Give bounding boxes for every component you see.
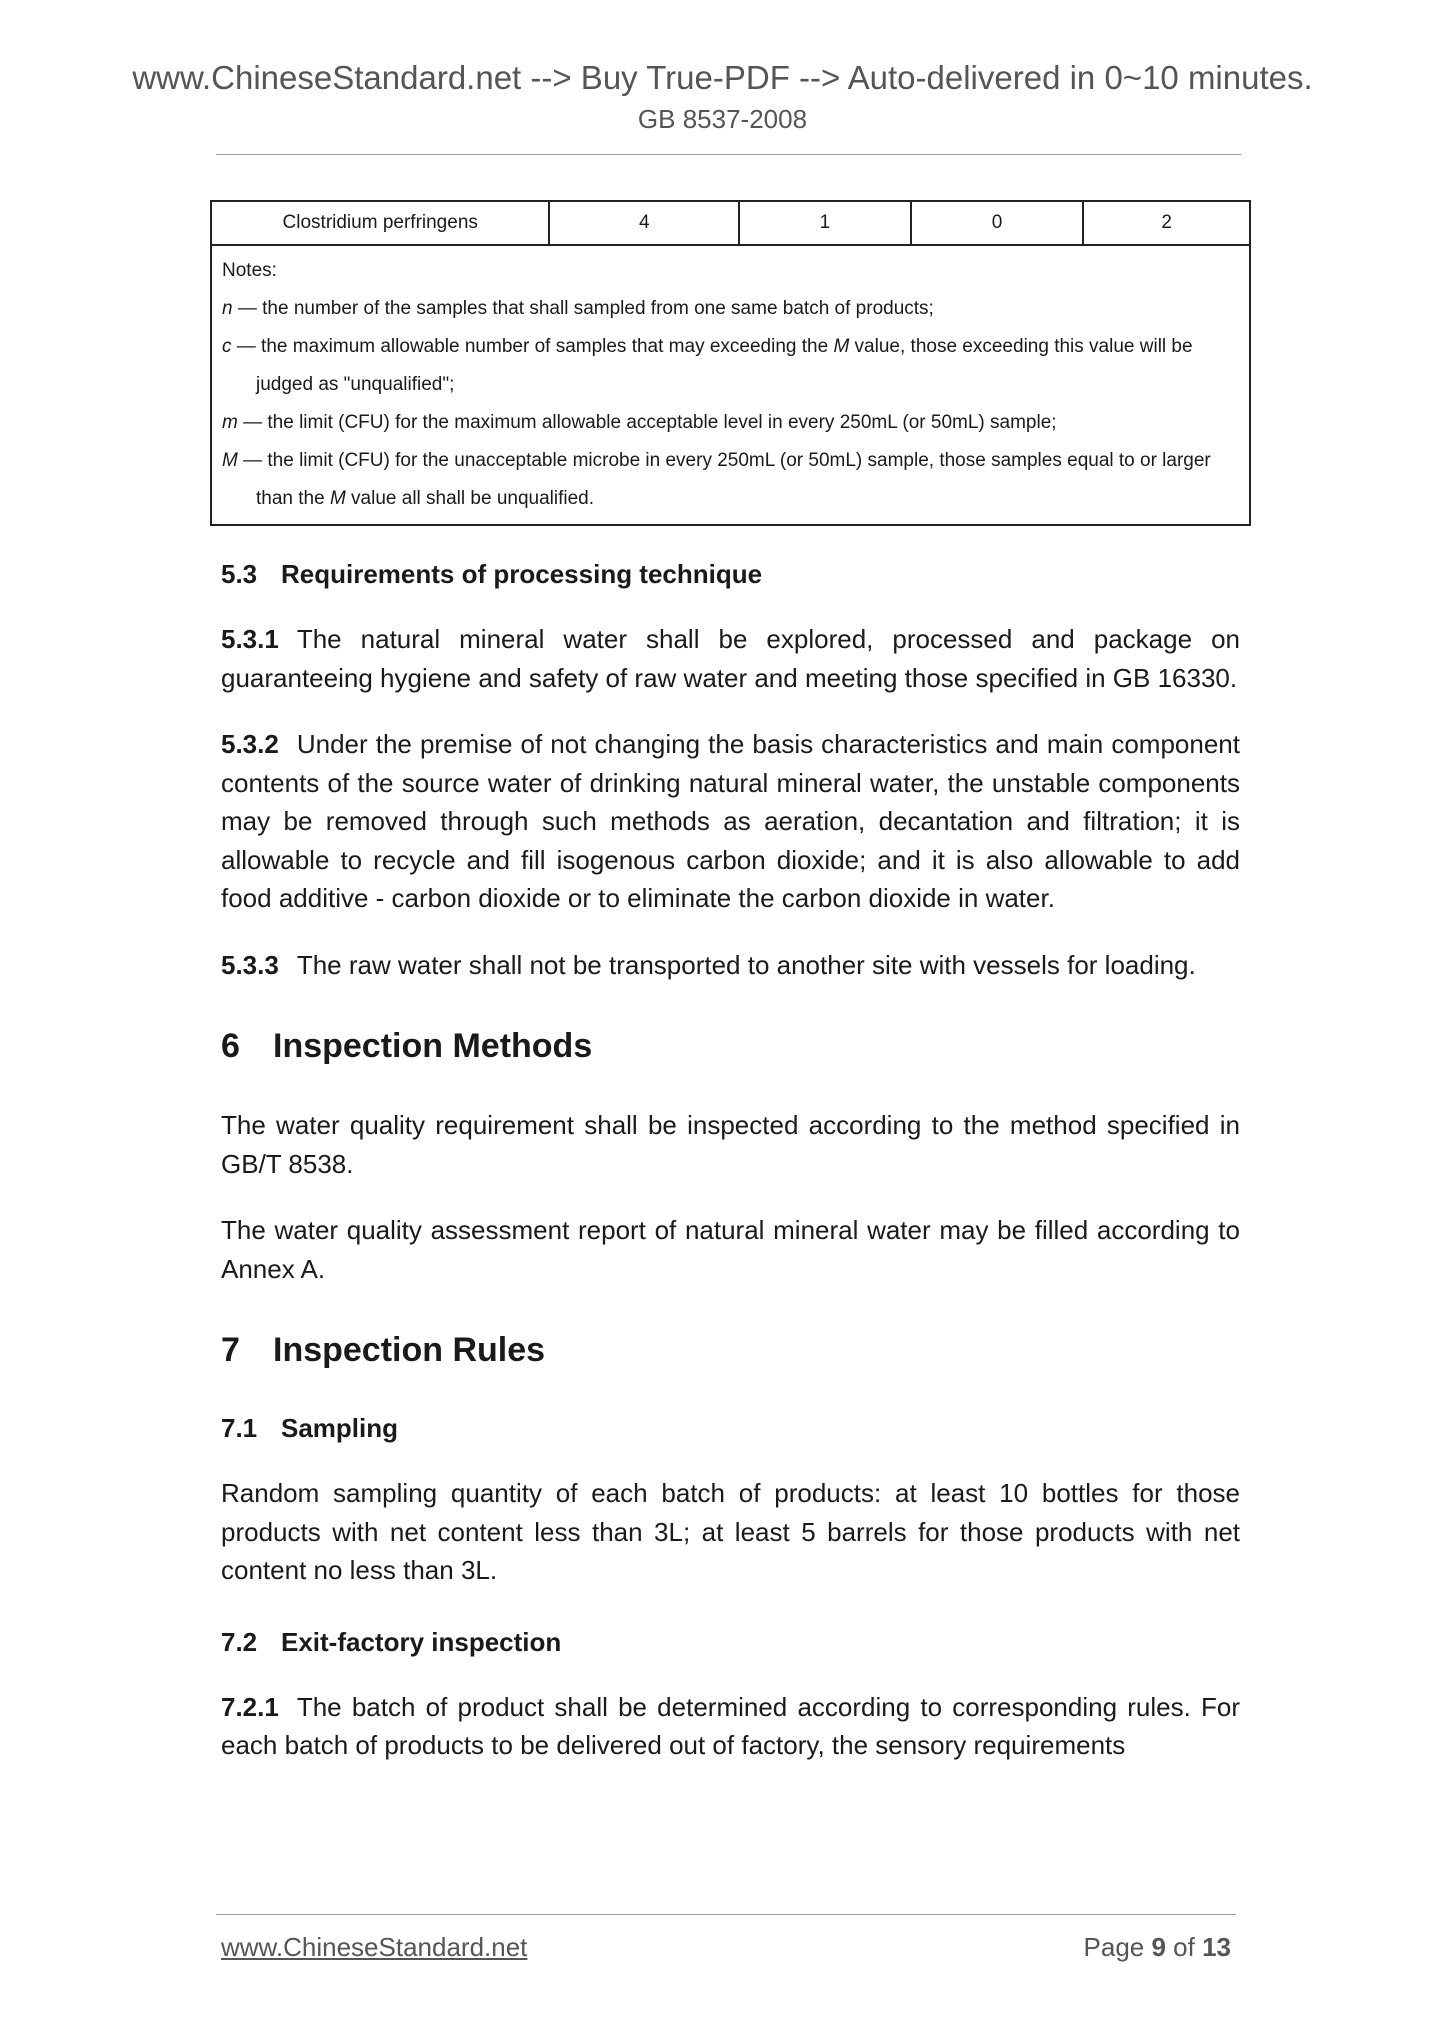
clause-7-2-1 — [221, 1688, 1240, 1765]
table-cell-c: 1 — [739, 201, 911, 245]
paragraph: Random sampling quantity of each batch of products: at least 10 bottles for those products with net content less than 3L; at least 5 barrels for those products with net content no less than 3L. — [221, 1478, 1240, 1585]
clause-5-3-3 — [221, 946, 1240, 985]
clause-5-3-2 — [221, 725, 1240, 918]
note-text: — the number of the samples that shall sampled from one same batch of products; — [232, 298, 934, 319]
table-notes-row — [211, 245, 1250, 525]
note-variable: M — [222, 450, 238, 471]
table-cell-m: 0 — [911, 201, 1084, 245]
page-of: of — [1165, 1932, 1203, 1962]
note-variable: M — [833, 336, 850, 357]
section-heading-5-3 — [221, 556, 1240, 592]
section-number: 5.3 — [221, 559, 258, 589]
note-text: — the limit (CFU) for the maximum allowable acceptable level in every 250mL (or 50mL) sample; — [237, 412, 1057, 433]
page-total: 13 — [1202, 1932, 1231, 1962]
page-current: 9 — [1151, 1932, 1166, 1962]
section-title: Sampling — [281, 1413, 399, 1443]
note-variable: m — [222, 412, 238, 433]
note-continuation — [222, 480, 1239, 518]
section-title: Exit-factory inspection — [281, 1626, 562, 1657]
clause-5-3-1 — [221, 620, 1240, 697]
note-item — [222, 442, 1239, 480]
section-heading-6 — [221, 1024, 1240, 1068]
clause-text: The natural mineral water shall be explored, processed and package on guaranteeing hygiene and safety of raw water and meeting those specified in GB 16330. — [221, 624, 1240, 693]
table-cell-M: 2 — [1083, 201, 1250, 245]
header-banner[interactable]: www.ChineseStandard.net --> Buy True-PDF --> Auto-delivered in 0~10 minutes. — [132, 59, 1313, 96]
table-cell-item: Clostridium perfringens — [211, 201, 549, 245]
clause-number: 5.3.2 — [221, 729, 279, 759]
table-row — [211, 201, 1250, 245]
body-text — [210, 556, 1251, 1765]
paragraph: The water quality requirement shall be inspected according to the method specified in GB/T 8538. — [221, 1110, 1240, 1179]
section-title: Inspection Rules — [273, 1331, 546, 1369]
note-item — [222, 328, 1239, 366]
header-divider — [216, 154, 1241, 155]
note-text: — the maximum allowable number of samples that may exceeding the — [231, 336, 834, 357]
standard-number: GB 8537-2008 — [637, 104, 808, 134]
notes-title: Notes: — [222, 260, 277, 281]
document-body — [210, 200, 1251, 1765]
clause-text: The batch of product shall be determined according to corresponding rules. For each batch of products to be delivered out of factory, the sensory requirements — [221, 1691, 1240, 1760]
note-variable: c — [222, 336, 232, 357]
clause-number: 5.3.3 — [221, 949, 279, 980]
page-indicator — [1084, 1932, 1231, 1963]
section-heading-7-1 — [221, 1410, 1240, 1446]
section-heading-7 — [221, 1328, 1240, 1372]
note-item — [222, 290, 1239, 328]
clause-number: 7.2.1 — [221, 1691, 279, 1722]
section-number: 7 — [221, 1331, 240, 1369]
section-number: 7.2 — [221, 1626, 258, 1657]
table-notes — [211, 245, 1250, 525]
section-number: 6 — [221, 1027, 240, 1065]
microbiological-limits-table — [210, 200, 1251, 526]
page-header — [0, 56, 1445, 136]
page-prefix: Page — [1083, 1932, 1152, 1962]
section-title: Requirements of processing technique — [281, 559, 763, 589]
clause-text: Under the premise of not changing the basis characteristics and main component contents of the source water of drinking natural mineral water, the unstable components may be removed through such methods as aeration, decantation and filtration; it is allowable to recycle and fill isogenous carbon dioxide; and it is also allowable to add food additive - carbon dioxide or to eliminate the carbon dioxide in water. — [221, 729, 1240, 913]
note-variable: M — [329, 488, 346, 509]
paragraph: The water quality assessment report of natural mineral water may be filled according to Annex A. — [221, 1215, 1240, 1284]
note-text: value all shall be unqualified. — [345, 488, 595, 509]
section-heading-7-2 — [221, 1624, 1240, 1660]
section-number: 7.1 — [221, 1413, 258, 1443]
footer-divider — [216, 1914, 1236, 1915]
clause-number: 5.3.1 — [221, 624, 279, 654]
clause-text: The raw water shall not be transported to another site with vessels for loading. — [296, 949, 1196, 980]
note-text: — the limit (CFU) for the unacceptable microbe in every 250mL (or 50mL) sample, those samples equal to or larger — [237, 450, 1211, 471]
note-continuation: judged as "unqualified"; — [256, 374, 455, 395]
footer-site-link[interactable]: www.ChineseStandard.net — [221, 1932, 528, 1962]
note-text: value, those exceeding this value will be — [849, 336, 1193, 357]
note-variable: n — [222, 298, 233, 319]
note-text: than the — [256, 488, 330, 509]
section-title: Inspection Methods — [273, 1027, 593, 1065]
note-item — [222, 404, 1239, 442]
table-cell-n: 4 — [549, 201, 739, 245]
